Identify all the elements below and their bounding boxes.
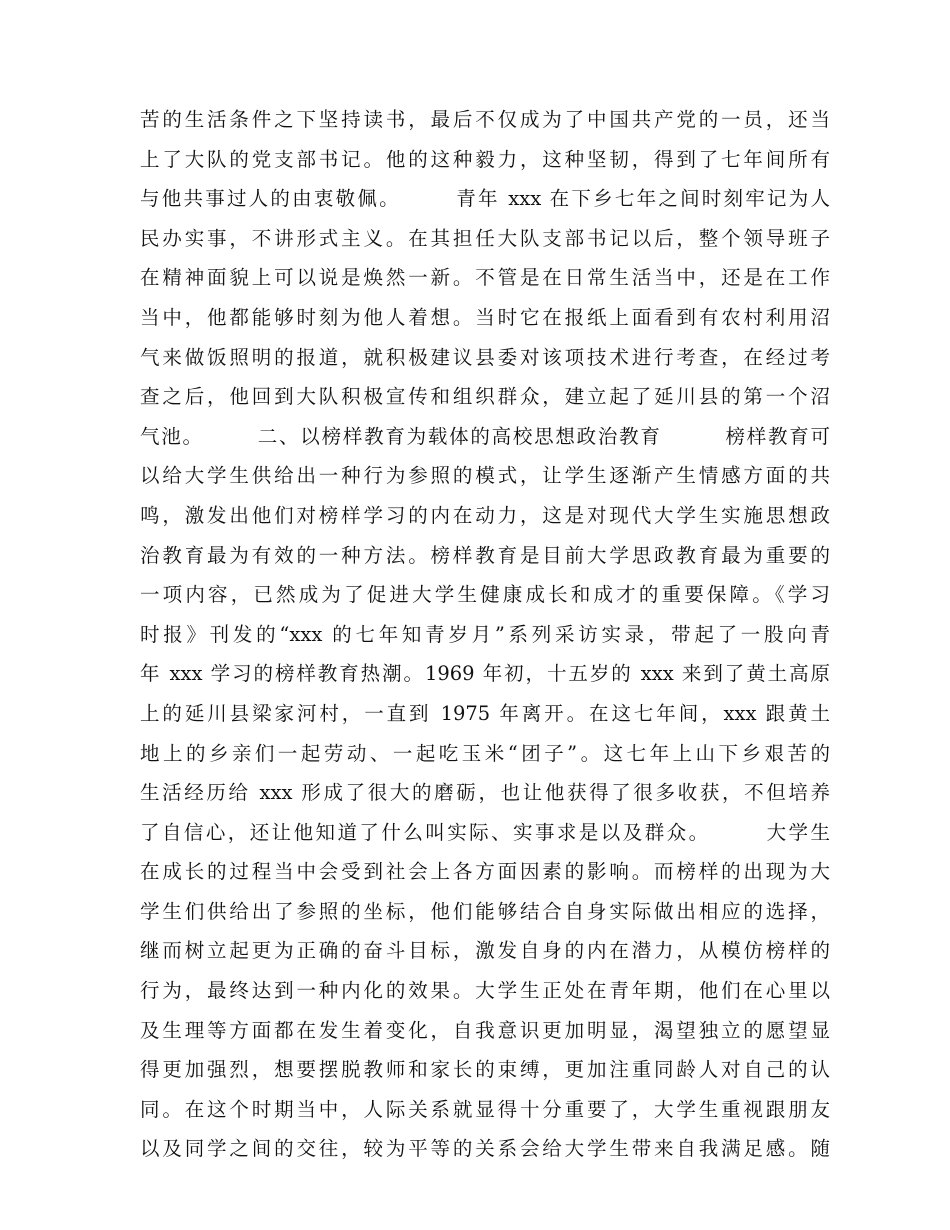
text-line: 以及同学之间的交往，较为平等的关系会给大学生带来自我满足感。随 [140,1137,830,1161]
text-line: 继而树立起更为正确的奋斗目标，激发自身的内在潜力，从模仿榜样的 [140,939,830,963]
text-line: 得更加强烈，想要摆脱教师和家长的束缚，更加注重同龄人对自己的认 [140,1058,830,1082]
text-line: 及生理等方面都在发生着变化，自我意识更加明显，渴望独立的愿望显 [140,1018,830,1042]
text-line: 地上的乡亲们一起劳动、一起吃玉米“团子”。这七年上山下乡艰苦的 [140,741,830,765]
text-line: 在精神面貌上可以说是焕然一新。不管是在日常生活当中，还是在工作 [140,266,830,290]
text-line: 了自信心，还让他知道了什么叫实际、实事求是以及群众。 大学生 [140,820,830,844]
text-line: 当中，他都能够时刻为他人着想。当时它在报纸上面看到有农村利用沼 [140,305,830,329]
text-line: 气池。 二、以榜样教育为载体的高校思想政治教育 榜样教育可 [140,424,830,448]
text-line: 鸣，激发出他们对榜样学习的内在动力，这是对现代大学生实施思想政 [140,503,830,527]
text-line: 上了大队的党支部书记。他的这种毅力，这种坚韧，得到了七年间所有 [140,147,830,171]
text-line: 生活经历给 xxx 形成了很大的磨砺，也让他获得了很多收获，不但培养 [140,781,830,805]
text-line: 民办实事，不讲形式主义。在其担任大队支部书记以后，整个领导班子 [140,226,830,250]
text-line: 年 xxx 学习的榜样教育热潮。1969 年初，十五岁的 xxx 来到了黄土高原 [140,662,830,686]
text-line: 同。在这个时期当中，人际关系就显得十分重要了，大学生重视跟朋友 [140,1097,830,1121]
text-line: 苦的生活条件之下坚持读书，最后不仅成为了中国共产党的一员，还当 [140,108,830,131]
text-line: 一项内容，已然成为了促进大学生健康成长和成才的重要保障。《学习 [140,583,830,607]
text-line: 气来做饭照明的报道，就积极建议县委对该项技术进行考查，在经过考 [140,345,830,369]
text-line: 查之后，他回到大队积极宣传和组织群众，建立起了延川县的第一个沼 [140,385,830,409]
body-text [140,100,830,1169]
text-line: 学生们供给出了参照的坐标，他们能够结合自身实际做出相应的选择， [140,899,830,923]
text-line: 上的延川县梁家河村，一直到 1975 年离开。在这七年间，xxx 跟黄土 [140,701,830,725]
text-line: 时报》刊发的“xxx 的七年知青岁月”系列采访实录，带起了一股向青 [140,622,830,646]
text-line: 行为，最终达到一种内化的效果。大学生正处在青年期，他们在心里以 [140,979,830,1003]
text-line: 与他共事过人的由衷敬佩。 青年 xxx 在下乡七年之间时刻牢记为人 [140,187,830,211]
text-line: 治教育最为有效的一种方法。榜样教育是目前大学思政教育最为重要的 [140,543,830,567]
text-line: 以给大学生供给出一种行为参照的模式，让学生逐渐产生情感方面的共 [140,464,830,488]
text-line: 在成长的过程当中会受到社会上各方面因素的影响。而榜样的出现为大 [140,860,830,884]
